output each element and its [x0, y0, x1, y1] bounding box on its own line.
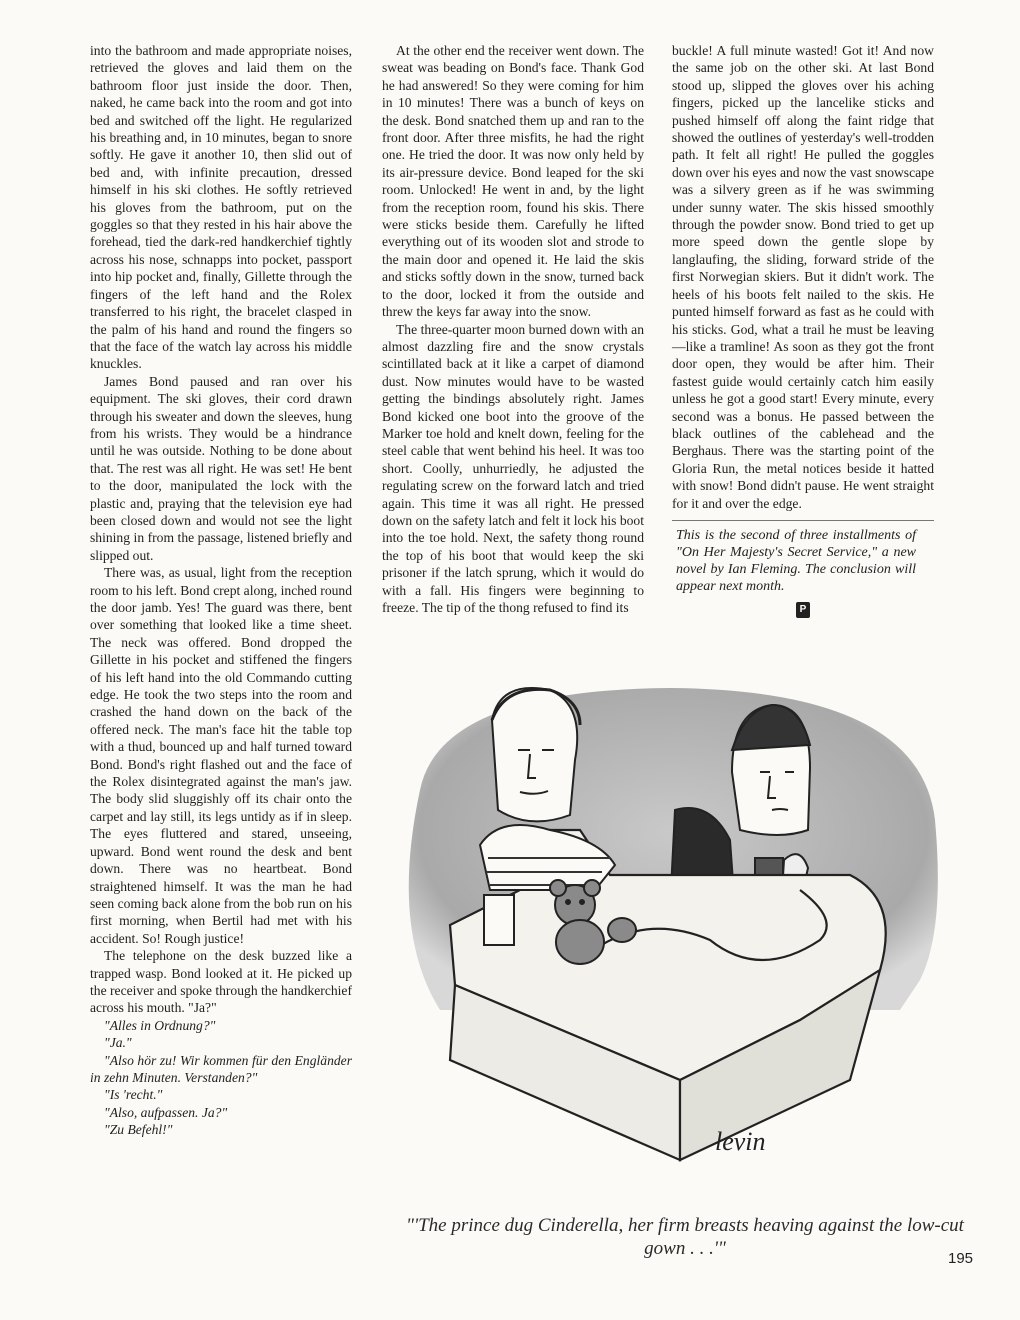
- dialogue-line: "Also hör zu! Wir kommen für den Engländer in zehn Minuten. Verstanden?": [90, 1052, 352, 1085]
- page-number: 195: [948, 1250, 974, 1267]
- paragraph: James Bond paused and ran over his equipment. The ski gloves, their cord drawn through his sweater and down the sleeves, hung from his wrists. They would be a hindrance until he was outside. Nothing to be done about that. The rest was all right. He was set! He bent to the door, manipulated the lock with the plastic and, praying that the television eye had been closed down and would not see the light shining in from the passage, listened briefly and slipped out.: [90, 373, 352, 563]
- dialogue-line: "Also, aufpassen. Ja?": [104, 1104, 228, 1120]
- dialogue-line: "Ja.": [104, 1035, 132, 1051]
- dialogue-line: "Alles in Ordnung?": [104, 1017, 216, 1033]
- paragraph: buckle! A full minute wasted! Got it! And now the same job on the other ski. At last Bond stood up, slipped the gloves over his aching fingers, picked up the lancelike sticks and pushed himself off along the faint ridge that showed the outlines of yesterday's well-trodden path. It felt all right! He pulled the goggles down over his eyes and now the vast snowscape was a silvery green as if he was swimming under sunny water. The skis hissed smoothly through the powder snow. Bond tried to get up more speed down the gentle slope by langlaufing, the sliding, forward stride of the first Norwegian skiers. But it didn't work. The heels of his boots felt nailed to the skis. He punted himself forward as fast as he could with his sticks. God, what a trail he must be leaving—like a tramline! As soon as they got the front door open, they would be after him. Their fastest guide would certainly catch him easily unless he got a good start! Every minute, every second was a bonus. He passed between the black outlines of the cablehead and the Berghaus. There was the starting point of the Gloria Run, the metal notices beside it hatted with snow! Bond didn't pause. He went straight for it and over the edge.: [672, 43, 934, 511]
- cartoon-illustration: [380, 680, 945, 1210]
- paragraph: into the bathroom and made appropriate noises, retrieved the gloves and laid them on the bathroom floor just inside the door. Then, naked, he came back into the room and got into bed and switched off the light. He regularized his breathing and, in 10 minutes, began to snore softly. He gave it another 10, then slid out of bed and, with infinite precaution, dressed himself in his ski clothes. He softly retrieved his gloves from the bathroom, put on the goggles so that they rested in his hair above the forehead, tied the dark-red handkerchief tightly across his nose, schnapps into pocket, passport into hip pocket and, finally, Gillette through the fingers of the left hand and the Rolex transferred to his right, the bracelet clasped in the palm of his hand and round the fingers so that the face of the watch lay across his middle knuckles.: [90, 43, 352, 372]
- dialogue-line: "Zu Befehl!": [104, 1122, 173, 1138]
- paragraph: The three-quarter moon burned down with an almost dazzling fire and the snow crystals scintillated back at it like a carpet of diamond dust. Now minutes would have to be wasted getting the bindings absolutely right. James Bond kicked one boot into the groove of the Marker toe hold and knelt down, feeling for the steel cable that went behind his heel. It was too short. Coolly, unhurriedly, he adjusted the regulating screw on the forward latch and tried again. This time it was all right. He pressed down on the safety latch and felt it lock his boot into the toe hold. Next, the safety thong round the top of his boot that would keep the ski prisoner if the latch sprung, which it would do with a fall. His fingers were beginning to freeze. The tip of the thong refused to find its: [382, 321, 644, 615]
- artist-signature: levin: [715, 1127, 766, 1156]
- playboy-rabbit-icon: P: [796, 602, 810, 618]
- paragraph: At the other end the receiver went down. The sweat was beading on Bond's face. Thank God he had answered! So they were coming for him in 10 minutes! There was a bunch of keys on the desk. Bond snatched them up and ran to the front door. After three misfits, he had the right one. He tried the door. It was now only held by its air-pressure device. Bond leaped for the ski room. Unlocked! He went in and, by the light from the reception room, found his skis. There were sticks beside them. Carefully he lifted everything out of its wooden slot and strode to the main door and opened it. He laid the skis and sticks softly down in the snow, turned back to the door, locked it from the outside and threw the keys far away into the snow.: [382, 43, 644, 320]
- paragraph: There was, as usual, light from the reception room to his left. Bond crept along, inched round the door jamb. Yes! The guard was there, bent over something that looked like a time sheet. The neck was offered. Bond dropped the Gillette in his pocket and stiffened the fingers of his left hand into the old Commando cutting edge. He took the two steps into the room and crashed the hand down on the back of the offered neck. The man's face hit the table top with a thud, bounced up and half turned toward Bond. Bond's right flashed out and the face of the Rolex disintegrated against the man's jaw. The body slid sluggishly off its chair onto the carpet and lay still, its legs untidy as if in sleep. The eyes fluttered and stared, unseeing, upward. Bond went round the desk and bent down. There was no heartbeat. Bond straightened himself. It was the man he had seen coming back alone from the bob run on his first morning, when Bertil had met with his accident. So! Rough justice!: [90, 565, 353, 946]
- german-dialogue: [90, 1017, 352, 1139]
- divider: [672, 520, 934, 521]
- article-column-3: [672, 42, 934, 618]
- installment-note: This is the second of three installments of "On Her Majesty's Secret Service," a new novel by Ian Fleming. The conclusion will appear next month.: [676, 527, 916, 594]
- article-column-2: [382, 42, 644, 616]
- paragraph: The telephone on the desk buzzed like a trapped wasp. Bond looked at it. He picked up the receiver and spoke through the handkerchief across his mouth. "Ja?": [90, 948, 352, 1016]
- dialogue-line: "Is 'recht.": [104, 1087, 163, 1103]
- article-column-1: [90, 42, 352, 1139]
- cartoon-caption: "'The prince dug Cinderella, her firm breasts heaving against the low-cut gown . . .'": [406, 1215, 964, 1259]
